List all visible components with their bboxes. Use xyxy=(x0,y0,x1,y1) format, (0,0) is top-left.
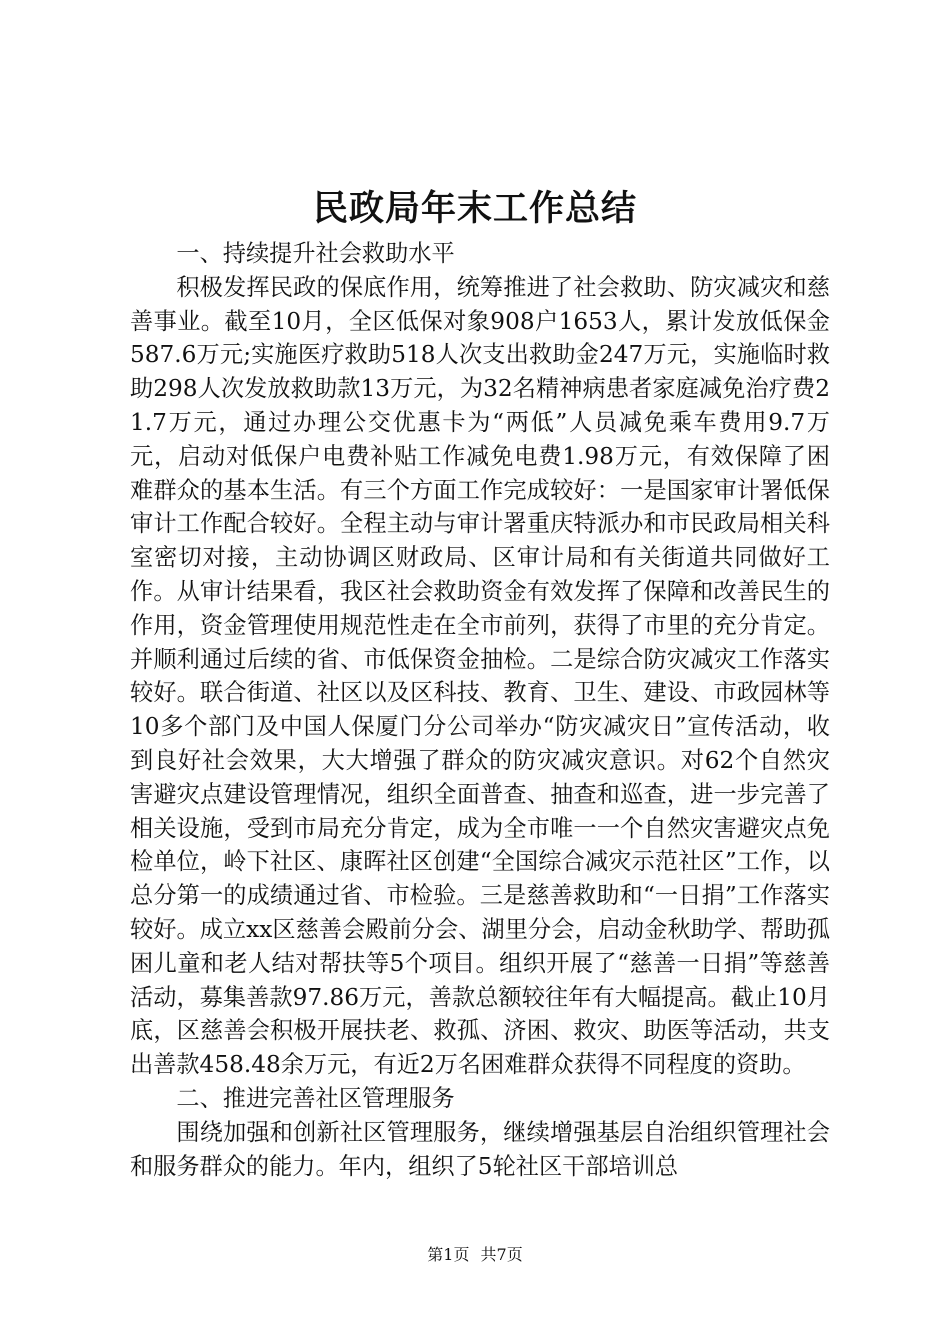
page-number: 第1页 xyxy=(427,1245,470,1264)
page-total: 共7页 xyxy=(480,1245,523,1264)
body-paragraph-1: 积极发挥民政的保底作用，统筹推进了社会救助、防灾减灾和慈善事业。截至10月，全区低保对象908户1653人，累计发放低保金587.6万元;实施医疗救助518人次支出救助金247万元，实施临时救助298人次发放救助款13万元，为32名精神病患者家庭减免治疗费21.7万元，通过办理公交优惠卡为“两低”人员减免乘车费用9.7万元，启动对低保户电费补贴工作减免电费1.98万元，有效保障了困难群众的基本生活。有三个方面工作完成较好：一是国家审计署低保审计工作配合较好。全程主动与审计署重庆特派办和市民政局相关科室密切对接，主动协调区财政局、区审计局和有关街道共同做好工作。从审计结果看，我区社会救助资金有效发挥了保障和改善民生的作用，资金管理使用规范性走在全市前列，获得了市里的充分肯定。并顺利通过后续的省、市低保资金抽检。二是综合防灾减灾工作落实较好。联合街道、社区以及区科技、教育、卫生、建设、市政园林等10多个部门及中国人保厦门分公司举办“防灾减灾日”宣传活动，收到良好社会效果，大大增强了群众的防灾减灾意识。对62个自然灾害避灾点建设管理情况，组织全面普查、抽查和巡查，进一步完善了相关设施，受到市局充分肯定，成为全市唯一一个自然灾害避灾点免检单位，岭下社区、康晖社区创建“全国综合减灾示范社区”工作，以总分第一的成绩通过省、市检验。三是慈善救助和“一日捐”工作落实较好。成立xx区慈善会殿前分会、湖里分会，启动金秋助学、帮助孤困儿童和老人结对帮扶等5个项目。组织开展了“慈善一日捐”等慈善活动，募集善款97.86万元，善款总额较往年有大幅提高。截止10月底，区慈善会积极开展扶老、救孤、济困、救灾、助医等活动，共支出善款458.48余万元，有近2万名困难群众获得不同程度的资助。 xyxy=(130,273,830,1079)
section-heading-1: 一、持续提升社会救助水平 xyxy=(176,240,455,267)
document-title: 民政局年末工作总结 xyxy=(312,189,637,229)
page-footer xyxy=(0,1244,950,1266)
body-paragraph-2: 围绕加强和创新社区管理服务，继续增强基层自治组织管理社会和服务群众的能力。年内，组织了5轮社区干部培训总 xyxy=(130,1118,830,1180)
section-heading-2: 二、推进完善社区管理服务 xyxy=(176,1084,455,1112)
document-body xyxy=(130,237,830,1183)
